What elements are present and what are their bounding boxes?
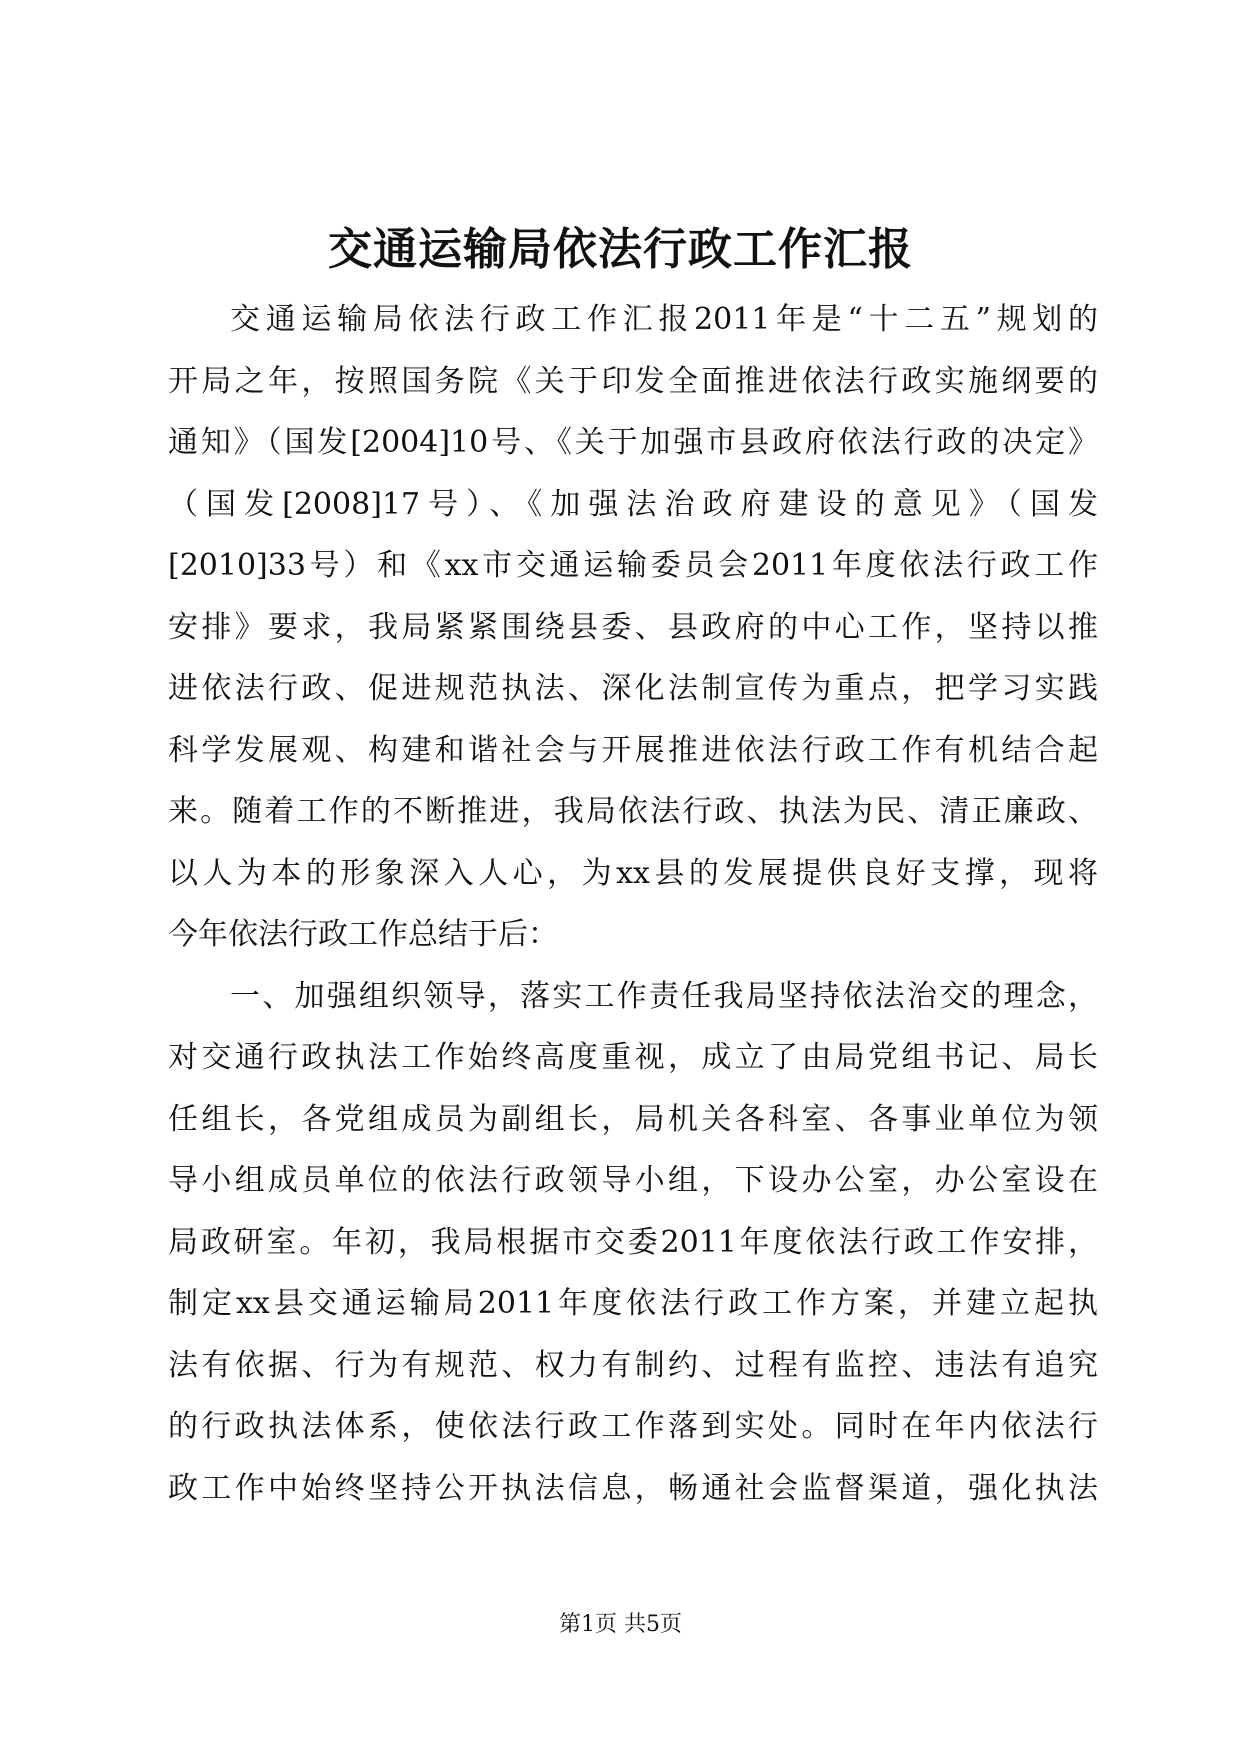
text-line: 制定xx县交通运输局2011年度依法行政工作方案，并建立起执 — [168, 1286, 1098, 1321]
text-line: 安排》要求，我局紧紧围绕县委、县政府的中心工作，坚持以推 — [168, 609, 1098, 645]
text-line: 局政研室。年初，我局根据市交委2011年度依法行政工作安排， — [168, 1224, 1098, 1260]
text-line: 的行政执法体系，使依法行政工作落到实处。同时在年内依法行 — [168, 1409, 1098, 1444]
text-line: 交通运输局依法行政工作汇报2011年是“十二五”规划的 — [230, 302, 1098, 337]
text-line: 一、加强组织领导，落实工作责任我局坚持依法治交的理念， — [230, 978, 1098, 1014]
text-line: 导小组成员单位的依法行政领导小组，下设办公室，办公室设在 — [168, 1163, 1098, 1198]
text-line: 法有依据、行为有规范、权力有制约、过程有监控、违法有追究 — [168, 1347, 1098, 1383]
paragraph-2 — [168, 966, 1098, 1520]
text-line: 任组长，各党组成员为副组长，局机关各科室、各事业单位为领 — [168, 1101, 1098, 1137]
text-line: （国发[2008]17号）、《加强法治政府建设的意见》（国发 — [168, 486, 1098, 522]
text-line: 以人为本的形象深入人心，为xx县的发展提供良好支撑，现将 — [168, 855, 1098, 891]
text-line: 今年依法行政工作总结于后： — [168, 917, 558, 952]
text-line: 开局之年，按照国务院《关于印发全面推进依法行政实施纲要的 — [168, 363, 1098, 399]
text-line: 政工作中始终坚持公开执法信息，畅通社会监督渠道，强化执法 — [168, 1470, 1098, 1506]
text-line: 进依法行政、促进规范执法、深化法制宣传为重点，把学习实践 — [168, 671, 1098, 706]
text-line: [2010]33号）和《xx市交通运输委员会2011年度依法行政工作 — [168, 548, 1098, 583]
page-footer: 第1页 共5页 — [559, 1612, 682, 1637]
text-line: 科学发展观、构建和谐社会与开展推进依法行政工作有机结合起 — [168, 732, 1098, 768]
document-title: 交通运输局依法行政工作汇报 — [328, 224, 913, 275]
text-line: 来。随着工作的不断推进，我局依法行政、执法为民、清正廉政、 — [168, 794, 1098, 829]
text-line: 通知》（国发[2004]10号、《关于加强市县政府依法行政的决定》 — [168, 425, 1098, 460]
document-body — [168, 289, 1098, 1519]
paragraph-1 — [168, 289, 1098, 966]
text-line: 对交通行政执法工作始终高度重视，成立了由局党组书记、局长 — [168, 1040, 1098, 1075]
